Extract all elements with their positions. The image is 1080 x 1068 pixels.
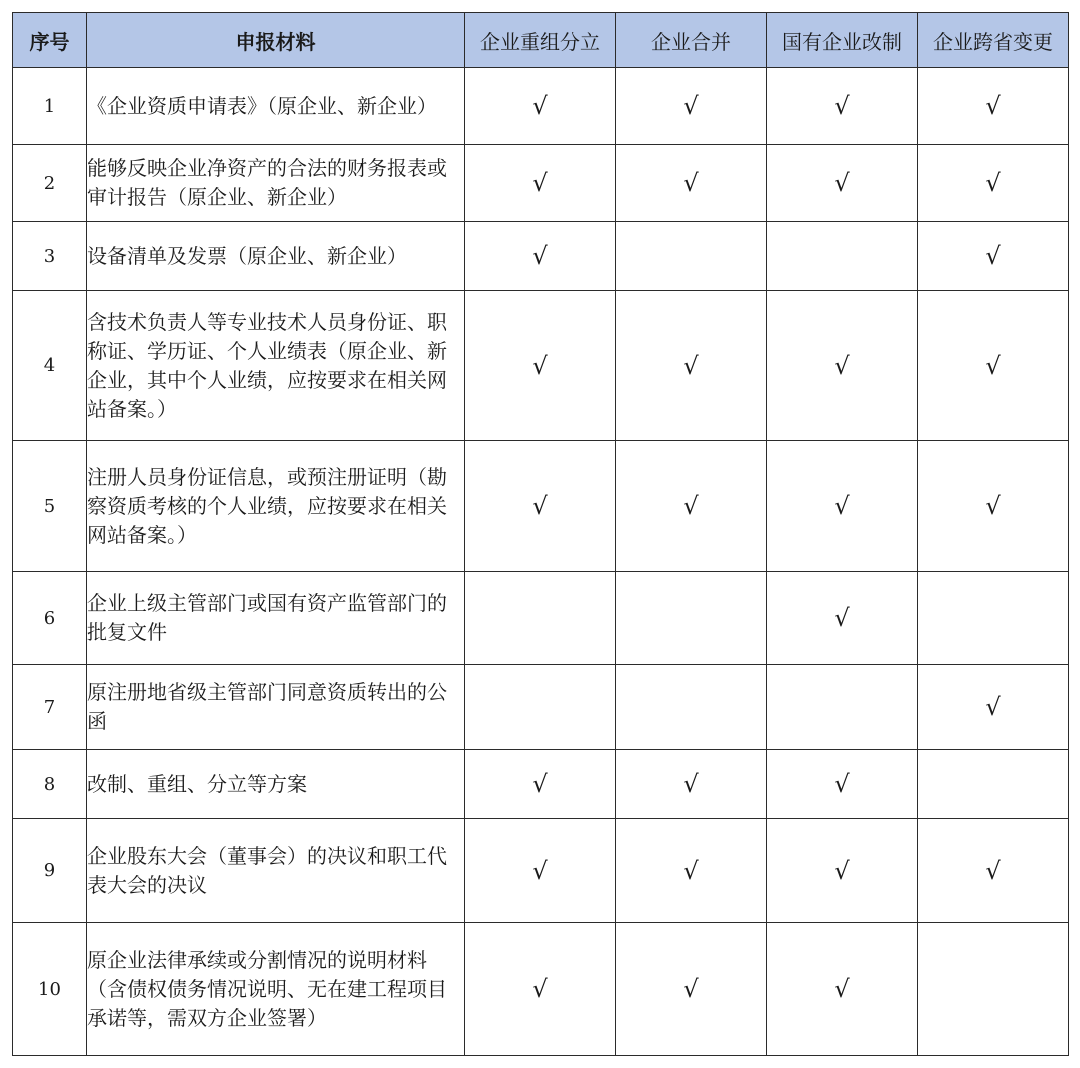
check-mark-icon: √ bbox=[985, 351, 1001, 380]
table-row bbox=[13, 819, 1069, 923]
check-cell-cross-province bbox=[918, 145, 1069, 222]
check-mark-icon: √ bbox=[532, 351, 548, 380]
check-mark-icon: √ bbox=[532, 856, 548, 885]
table-row bbox=[13, 572, 1069, 665]
check-cell-merger bbox=[616, 222, 767, 291]
material-description: 设备清单及发票（原企业、新企业） bbox=[87, 222, 465, 291]
check-mark-icon: √ bbox=[834, 604, 850, 632]
header-soe-reform: 国有企业改制 bbox=[767, 13, 918, 68]
check-cell-merger bbox=[616, 68, 767, 145]
table-row bbox=[13, 441, 1069, 572]
check-cell-merger bbox=[616, 819, 767, 923]
check-cell-restructure-split bbox=[465, 68, 616, 145]
check-mark-icon: √ bbox=[985, 693, 1001, 721]
check-mark-icon: √ bbox=[985, 242, 1001, 270]
check-cell-restructure-split bbox=[465, 665, 616, 750]
row-number: 2 bbox=[13, 145, 87, 222]
check-mark-icon: √ bbox=[683, 770, 699, 798]
table-row bbox=[13, 145, 1069, 222]
check-mark-icon: √ bbox=[683, 92, 699, 120]
check-mark-icon: √ bbox=[683, 492, 699, 520]
check-cell-restructure-split bbox=[465, 222, 616, 291]
table-row bbox=[13, 665, 1069, 750]
table-row bbox=[13, 291, 1069, 441]
check-mark-icon: √ bbox=[834, 351, 850, 380]
material-description: 改制、重组、分立等方案 bbox=[87, 750, 465, 819]
check-cell-soe-reform bbox=[767, 222, 918, 291]
check-cell-restructure-split bbox=[465, 923, 616, 1056]
materials-table bbox=[12, 12, 1069, 1056]
check-mark-icon: √ bbox=[683, 169, 699, 197]
row-number: 4 bbox=[13, 291, 87, 441]
table-row bbox=[13, 68, 1069, 145]
check-cell-merger bbox=[616, 145, 767, 222]
check-cell-merger bbox=[616, 665, 767, 750]
check-mark-icon: √ bbox=[683, 351, 699, 380]
header-restructure-split: 企业重组分立 bbox=[465, 13, 616, 68]
row-number: 7 bbox=[13, 665, 87, 750]
row-number: 10 bbox=[13, 923, 87, 1056]
material-description: 《企业资质申请表》（原企业、新企业） bbox=[87, 68, 465, 145]
check-cell-restructure-split bbox=[465, 441, 616, 572]
check-cell-restructure-split bbox=[465, 145, 616, 222]
check-cell-soe-reform bbox=[767, 291, 918, 441]
check-cell-merger bbox=[616, 923, 767, 1056]
material-description: 原企业法律承续或分割情况的说明材料（含债权债务情况说明、无在建工程项目承诺等，需双方企业签署） bbox=[87, 923, 465, 1056]
check-mark-icon: √ bbox=[985, 492, 1001, 520]
check-mark-icon: √ bbox=[834, 770, 850, 798]
table-row bbox=[13, 222, 1069, 291]
header-material: 申报材料 bbox=[87, 13, 465, 68]
check-mark-icon: √ bbox=[532, 169, 548, 197]
check-cell-soe-reform bbox=[767, 819, 918, 923]
check-cell-cross-province bbox=[918, 923, 1069, 1056]
check-mark-icon: √ bbox=[834, 975, 850, 1003]
row-number: 5 bbox=[13, 441, 87, 572]
material-description: 含技术负责人等专业技术人员身份证、职称证、学历证、个人业绩表（原企业、新企业，其中个人业绩，应按要求在相关网站备案。） bbox=[87, 291, 465, 441]
check-mark-icon: √ bbox=[985, 169, 1001, 197]
check-cell-soe-reform bbox=[767, 665, 918, 750]
check-cell-merger bbox=[616, 291, 767, 441]
header-merger: 企业合并 bbox=[616, 13, 767, 68]
check-mark-icon: √ bbox=[834, 856, 850, 885]
check-mark-icon: √ bbox=[683, 856, 699, 885]
check-cell-restructure-split bbox=[465, 291, 616, 441]
check-cell-cross-province bbox=[918, 222, 1069, 291]
check-cell-soe-reform bbox=[767, 923, 918, 1056]
check-mark-icon: √ bbox=[683, 975, 699, 1003]
check-cell-soe-reform bbox=[767, 68, 918, 145]
check-mark-icon: √ bbox=[834, 92, 850, 120]
check-cell-cross-province bbox=[918, 750, 1069, 819]
table-body bbox=[13, 68, 1069, 1056]
check-cell-restructure-split bbox=[465, 572, 616, 665]
check-mark-icon: √ bbox=[985, 92, 1001, 120]
header-num: 序号 bbox=[13, 13, 87, 68]
check-cell-cross-province bbox=[918, 572, 1069, 665]
check-cell-cross-province bbox=[918, 68, 1069, 145]
row-number: 3 bbox=[13, 222, 87, 291]
check-mark-icon: √ bbox=[985, 856, 1001, 885]
row-number: 6 bbox=[13, 572, 87, 665]
check-mark-icon: √ bbox=[532, 92, 548, 120]
check-cell-soe-reform bbox=[767, 750, 918, 819]
check-cell-restructure-split bbox=[465, 750, 616, 819]
row-number: 1 bbox=[13, 68, 87, 145]
check-cell-soe-reform bbox=[767, 441, 918, 572]
check-cell-cross-province bbox=[918, 819, 1069, 923]
check-cell-merger bbox=[616, 572, 767, 665]
check-mark-icon: √ bbox=[834, 169, 850, 197]
table-row bbox=[13, 923, 1069, 1056]
row-number: 8 bbox=[13, 750, 87, 819]
check-cell-cross-province bbox=[918, 665, 1069, 750]
check-cell-soe-reform bbox=[767, 572, 918, 665]
check-mark-icon: √ bbox=[834, 492, 850, 520]
check-cell-soe-reform bbox=[767, 145, 918, 222]
check-mark-icon: √ bbox=[532, 770, 548, 798]
material-description: 注册人员身份证信息，或预注册证明（勘察资质考核的个人业绩，应按要求在相关网站备案。） bbox=[87, 441, 465, 572]
material-description: 能够反映企业净资产的合法的财务报表或审计报告（原企业、新企业） bbox=[87, 145, 465, 222]
check-cell-merger bbox=[616, 750, 767, 819]
row-number: 9 bbox=[13, 819, 87, 923]
material-description: 企业上级主管部门或国有资产监管部门的批复文件 bbox=[87, 572, 465, 665]
material-description: 原注册地省级主管部门同意资质转出的公函 bbox=[87, 665, 465, 750]
material-description: 企业股东大会（董事会）的决议和职工代表大会的决议 bbox=[87, 819, 465, 923]
check-mark-icon: √ bbox=[532, 492, 548, 520]
check-cell-merger bbox=[616, 441, 767, 572]
header-row bbox=[13, 13, 1069, 68]
check-cell-cross-province bbox=[918, 441, 1069, 572]
check-mark-icon: √ bbox=[532, 242, 548, 270]
check-cell-restructure-split bbox=[465, 819, 616, 923]
check-cell-cross-province bbox=[918, 291, 1069, 441]
table-row bbox=[13, 750, 1069, 819]
check-mark-icon: √ bbox=[532, 975, 548, 1003]
header-cross-province: 企业跨省变更 bbox=[918, 13, 1069, 68]
